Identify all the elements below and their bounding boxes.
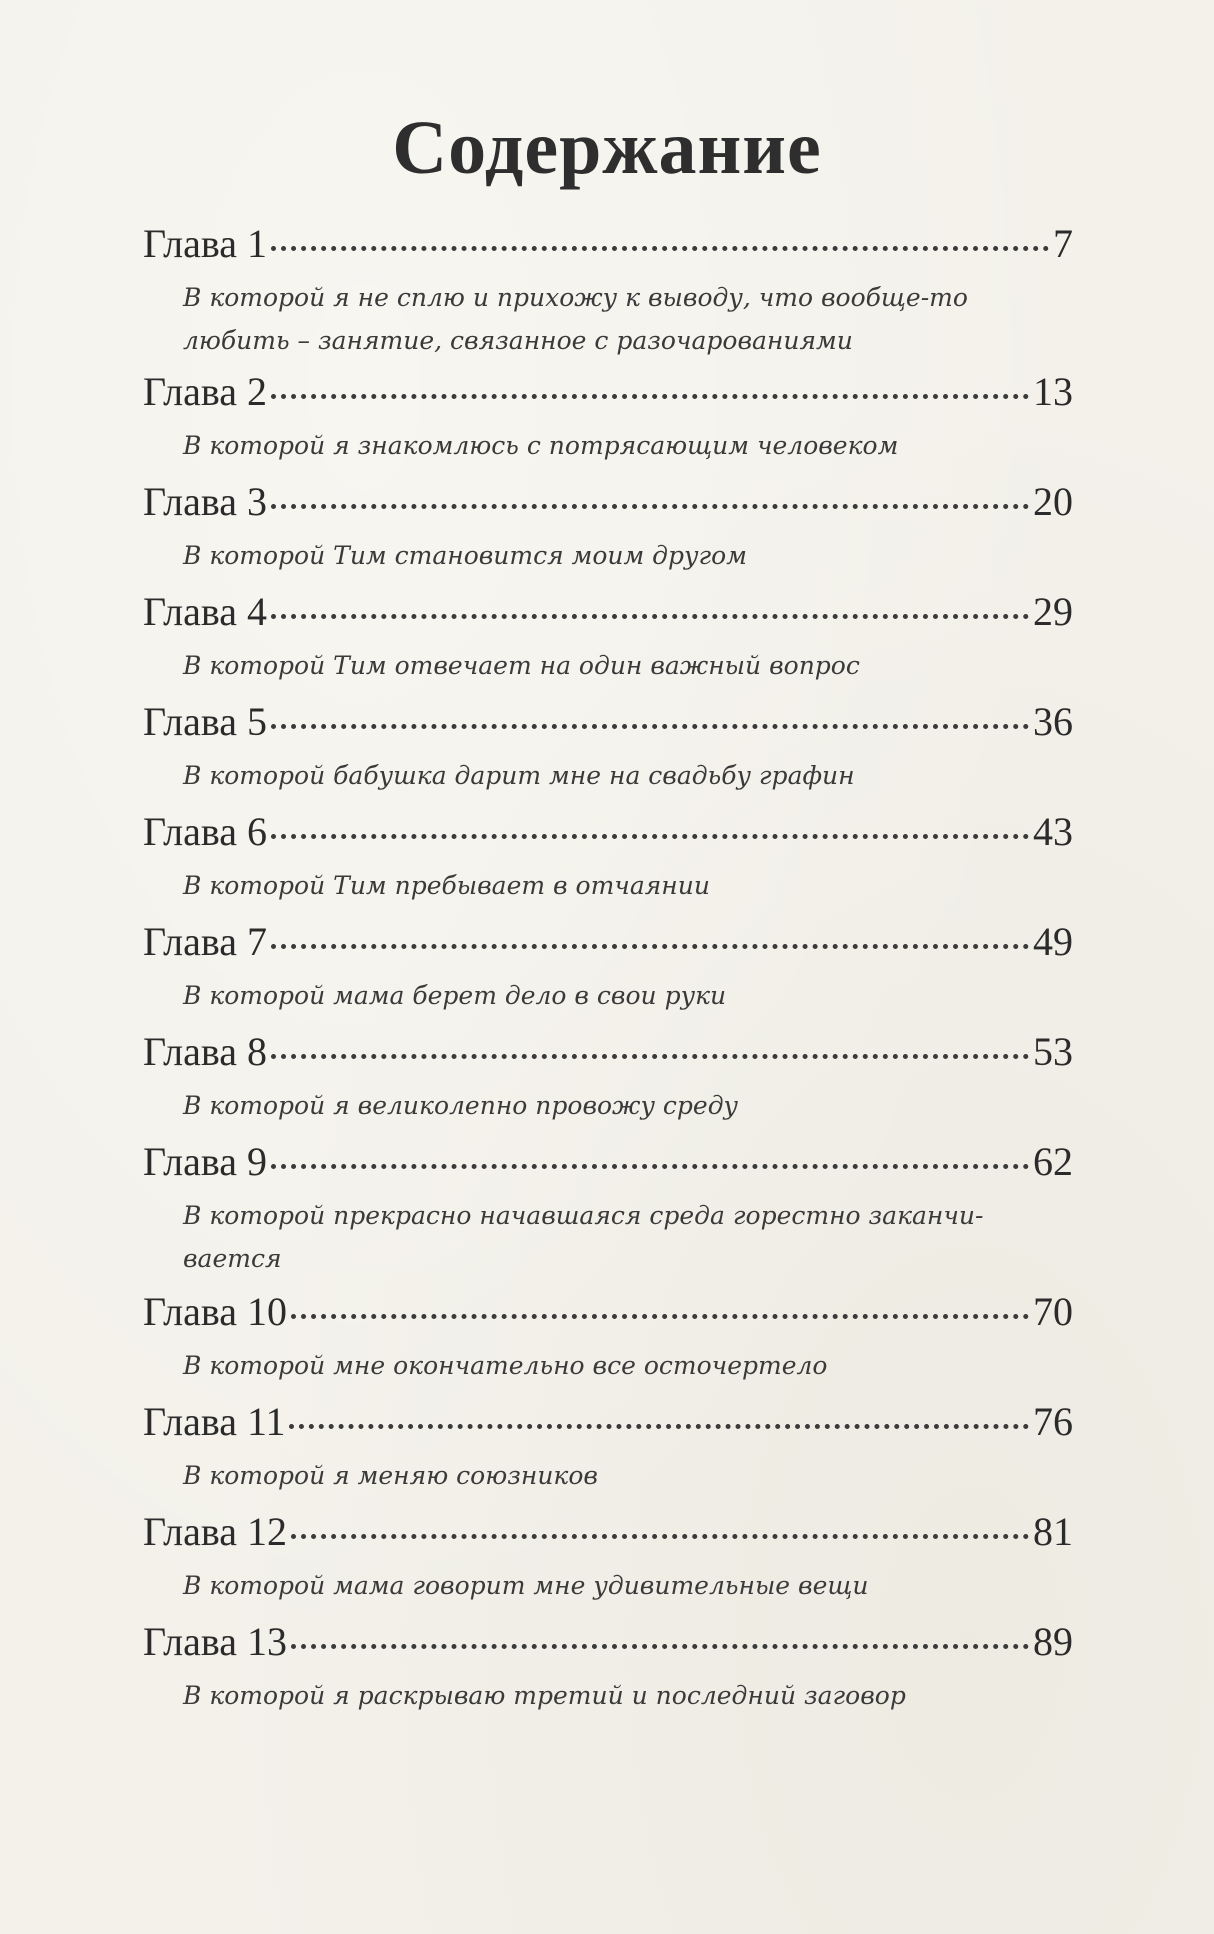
dot-leader [291, 1534, 1029, 1539]
chapter-description: В которой я раскрываю третий и последний заговор [183, 1681, 906, 1710]
page-number: 70 [1033, 1289, 1073, 1334]
toc-entry-4[interactable] [143, 588, 1073, 698]
page-number: 89 [1033, 1619, 1073, 1664]
table-of-contents [143, 220, 1073, 1728]
chapter-description: В которой мама берет дело в свои руки [183, 981, 727, 1010]
toc-entry-3[interactable] [143, 478, 1073, 588]
page-number: 36 [1033, 699, 1073, 744]
chapter-description: В которой я не сплю и прихожу к выводу, что вообще-то любить – занятие, связанное с разочарованиями [183, 283, 968, 355]
toc-entry-6[interactable] [143, 808, 1073, 918]
page-number: 81 [1033, 1509, 1073, 1554]
chapter-title: Глава 6 [143, 809, 267, 854]
dot-leader [271, 504, 1029, 509]
dot-leader [291, 1644, 1029, 1649]
chapter-title: Глава 13 [143, 1619, 287, 1664]
dot-leader [271, 394, 1029, 399]
chapter-description: В которой я меняю союзников [183, 1461, 598, 1490]
page-number: 20 [1033, 479, 1073, 524]
toc-entry-11[interactable] [143, 1398, 1073, 1508]
page-number: 76 [1033, 1399, 1073, 1444]
chapter-description: В которой бабушка дарит мне на свадьбу графин [183, 761, 855, 790]
chapter-title: Глава 3 [143, 479, 267, 524]
chapter-title: Глава 11 [143, 1399, 286, 1444]
toc-entry-13[interactable] [143, 1618, 1073, 1728]
chapter-title: Глава 10 [143, 1289, 287, 1334]
page-title: Содержание [392, 106, 822, 190]
chapter-description: В которой мама говорит мне удивительные вещи [183, 1571, 869, 1600]
toc-entry-5[interactable] [143, 698, 1073, 808]
chapter-description: В которой Тим отвечает на один важный вопрос [183, 651, 860, 680]
chapter-title: Глава 12 [143, 1509, 287, 1554]
dot-leader [271, 944, 1029, 949]
page-number: 43 [1033, 809, 1073, 854]
dot-leader [271, 614, 1029, 619]
chapter-title: Глава 2 [143, 369, 267, 414]
chapter-title: Глава 7 [143, 919, 267, 964]
page-number: 53 [1033, 1029, 1073, 1074]
chapter-title: Глава 1 [143, 221, 267, 266]
toc-entry-10[interactable] [143, 1288, 1073, 1398]
chapter-description: В которой я знакомлюсь с потрясающим человеком [183, 431, 899, 460]
page-number: 49 [1033, 919, 1073, 964]
chapter-title: Глава 9 [143, 1139, 267, 1184]
chapter-description: В которой мне окончательно все осточертело [183, 1351, 828, 1380]
dot-leader [271, 246, 1049, 251]
toc-entry-7[interactable] [143, 918, 1073, 1028]
dot-leader [271, 1054, 1029, 1059]
dot-leader [289, 1424, 1029, 1429]
dot-leader [271, 834, 1029, 839]
page-number: 13 [1033, 369, 1073, 414]
page-number: 29 [1033, 589, 1073, 634]
chapter-description: В которой Тим становится моим другом [183, 541, 747, 570]
chapter-description: В которой я великолепно провожу среду [183, 1091, 739, 1120]
toc-entry-1[interactable] [143, 220, 1073, 368]
chapter-title: Глава 8 [143, 1029, 267, 1074]
dot-leader [271, 724, 1029, 729]
dot-leader [271, 1164, 1029, 1169]
toc-entry-2[interactable] [143, 368, 1073, 478]
chapter-description: В которой Тим пребывает в отчаянии [183, 871, 710, 900]
page-number: 7 [1053, 221, 1073, 266]
chapter-title: Глава 4 [143, 589, 267, 634]
toc-entry-9[interactable] [143, 1138, 1073, 1288]
toc-entry-8[interactable] [143, 1028, 1073, 1138]
page-number: 62 [1033, 1139, 1073, 1184]
toc-entry-12[interactable] [143, 1508, 1073, 1618]
chapter-description: В которой прекрасно начавшаяся среда горестно заканчи-вается [183, 1201, 984, 1273]
chapter-title: Глава 5 [143, 699, 267, 744]
dot-leader [291, 1314, 1029, 1319]
